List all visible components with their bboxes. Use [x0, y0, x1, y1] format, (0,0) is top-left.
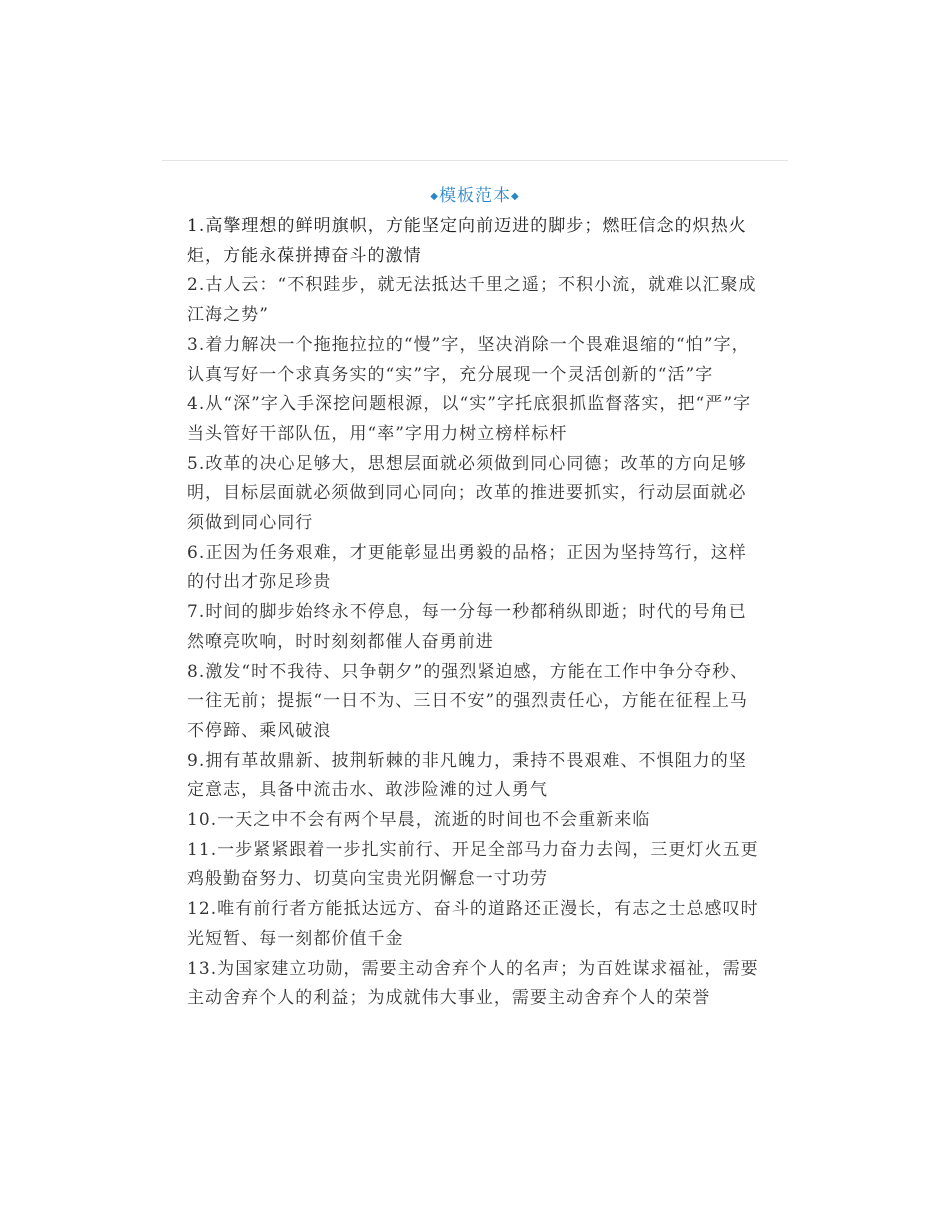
list-item: 4.从“深”字入手深挖问题根源，以“实”字托底狠抓监督落实，把“严”字当头管好干部队伍，用“率”字用力树立榜样标杆: [187, 394, 752, 444]
list-item: 7.时间的脚步始终永不停息，每一分每一秒都稍纵即逝；时代的号角已然嘹亮吹响，时时刻刻都催人奋勇前进: [187, 602, 747, 652]
list-item: 11.一步紧紧跟着一步扎实前行、开足全部马力奋力去闯，三更灯火五更鸡般勤奋努力、切莫向宝贵光阴懈怠一寸功劳: [187, 839, 759, 890]
list-item: 9.拥有革故鼎新、披荆斩棘的非凡魄力，秉持不畏艰难、不惧阻力的坚定意志，具备中流击水、敢涉险滩的过人勇气: [187, 750, 747, 801]
list-item: 5.改革的决心足够大，思想层面就必须做到同心同德；改革的方向足够明，目标层面就必须做到同心同向；改革的推进要抓实，行动层面就必须做到同心同行: [187, 453, 747, 534]
list-item: 1.高擎理想的鲜明旗帜，方能坚定向前迈进的脚步；燃旺信念的炽热火炬，方能永葆拼搏奋斗的激情: [187, 216, 747, 266]
list-item: 10.一天之中不会有两个早晨，流逝的时间也不会重新来临: [187, 810, 651, 831]
top-divider: [162, 160, 788, 161]
section-title: 模板范本: [439, 186, 511, 206]
list-item: 2.古人云：“不积跬步，就无法抵达千里之遥；不积小流，就难以汇聚成江海之势”: [187, 275, 757, 326]
list-item: 12.唯有前行者方能抵达远方、奋斗的道路还正漫长，有志之士总感叹时光短暂、每一刻都价值千金: [187, 899, 759, 949]
section-heading: [162, 183, 788, 210]
quote-list: [187, 212, 764, 1014]
diamond-icon: ◆: [511, 191, 520, 202]
list-item: 3.着力解决一个拖拖拉拉的“慢”字，坚决消除一个畏难退缩的“怕”字，认真写好一个求真务实的“实”字，充分展现一个灵活创新的“活”字: [187, 334, 750, 385]
diamond-icon: ◆: [430, 191, 439, 202]
list-item: 13.为国家建立功勋，需要主动舍弃个人的名声；为百姓谋求福祉，需要主动舍弃个人的利益；为成就伟大事业，需要主动舍弃个人的荣誉: [187, 958, 759, 1009]
list-item: 6.正因为任务艰难，才更能彰显出勇毅的品格；正因为坚持笃行，这样的付出才弥足珍贵: [187, 542, 747, 593]
list-item: 8.激发“时不我待、只争朝夕”的强烈紧迫感，方能在工作中争分夺秒、一往无前；提振“一日不为、三日不安”的强烈责任心，方能在征程上马不停蹄、乘风破浪: [187, 661, 749, 741]
